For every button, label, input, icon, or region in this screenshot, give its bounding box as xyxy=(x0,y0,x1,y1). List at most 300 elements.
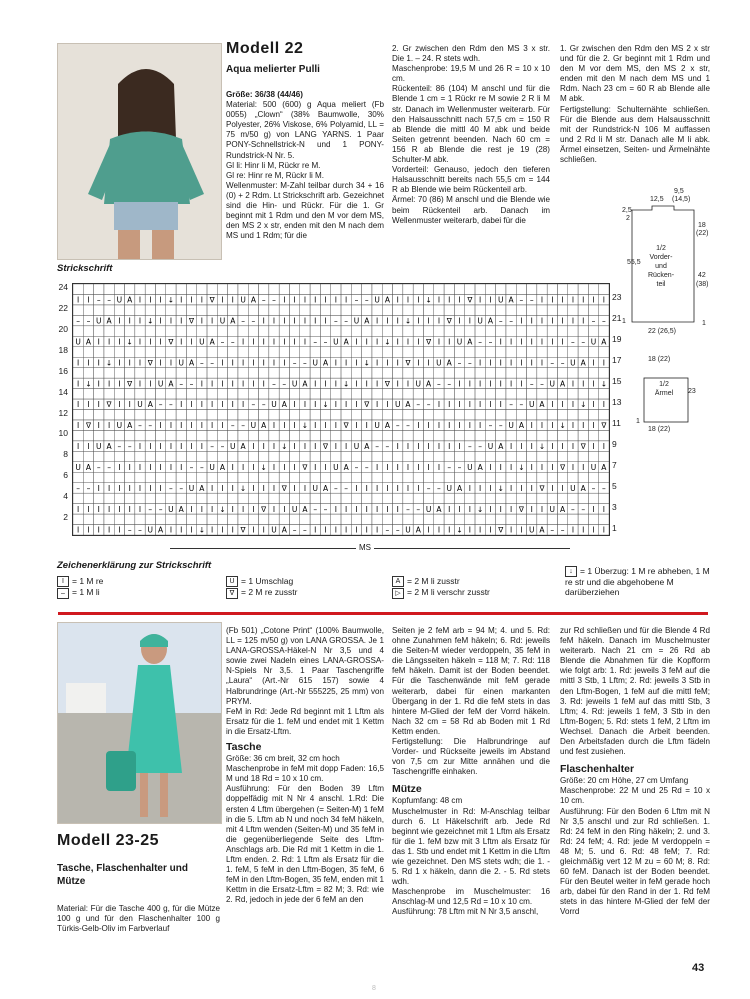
chart-cell xyxy=(259,368,269,378)
chart-cell xyxy=(207,389,217,399)
chart-symbol: ∇ xyxy=(405,358,411,368)
chart-cell xyxy=(362,347,372,357)
chart-cell xyxy=(506,347,516,357)
chart-cell xyxy=(444,430,454,440)
schem-top-left: 12,5 xyxy=(650,196,664,203)
chart-cell xyxy=(94,514,104,524)
chart-row-label-left: 2 xyxy=(63,512,68,523)
chart-cell xyxy=(599,368,609,378)
chart-symbol: I xyxy=(107,504,111,514)
model22-rueckenteil: Rückenteil: 86 (104) M anschl und für die Blende 1 cm = 1 Rückr re M sowie 2 R li M str. Danach im Wellenmuster weiterarb. Für den Halsausschnitt nach 57,5 cm = 150 R ab Blende die mittl 40 M abk und beide Seiten getrennt beenden. Nach 60 cm = 156 R ab Blende die rest je 19 (28) Schulter-M abk. xyxy=(392,84,550,165)
chart-symbol: I xyxy=(489,358,492,368)
chart-symbol: ∇ xyxy=(518,504,524,514)
chart-symbol: ∇ xyxy=(323,442,329,452)
chart-symbol: – xyxy=(127,442,132,452)
chart-cell xyxy=(331,347,341,357)
chart-cell xyxy=(135,451,145,461)
chart-cell xyxy=(516,514,526,524)
chart-cell xyxy=(125,347,135,357)
chart-cell xyxy=(176,305,186,315)
chart-cell xyxy=(599,326,609,336)
model22-title: Modell 22 xyxy=(226,40,304,57)
chart-cell xyxy=(578,410,588,420)
chart-cell xyxy=(454,305,464,315)
chart-symbol: I xyxy=(221,421,224,431)
chart-symbol: – xyxy=(241,316,245,326)
chart-symbol: – xyxy=(437,483,441,493)
chart-symbol: I xyxy=(77,504,80,514)
chart-symbol: ↓ xyxy=(281,442,288,452)
chart-cell xyxy=(444,284,454,294)
chart-symbol: – xyxy=(220,337,225,347)
chart-cell xyxy=(403,514,413,524)
chart-cell xyxy=(362,368,372,378)
legend-text-p2tog-tbl: = 2 M li verschr zusstr xyxy=(407,587,490,598)
chart-cell xyxy=(279,389,289,399)
chart-symbol: – xyxy=(169,483,173,493)
chart-symbol: I xyxy=(489,379,492,389)
chart-cell xyxy=(145,305,155,315)
chart-symbol: I xyxy=(375,316,379,326)
chart-cell xyxy=(485,326,495,336)
chart-symbol: I xyxy=(314,400,317,410)
chart-cell xyxy=(465,430,475,440)
chart-cell xyxy=(547,451,557,461)
chart-symbol: – xyxy=(457,358,462,368)
legend-col3 xyxy=(392,576,552,599)
chart-cell xyxy=(135,284,145,294)
chart-symbol: ↓ xyxy=(580,400,587,410)
chart-cell xyxy=(114,410,124,420)
chart-row-label-right: 11 xyxy=(612,417,621,428)
chart-cell xyxy=(228,326,238,336)
chart-symbol: I xyxy=(200,504,203,514)
chart-symbol: I xyxy=(345,442,348,452)
chart-cell xyxy=(434,430,444,440)
chart-symbol: I xyxy=(520,316,523,326)
chart-symbol: I xyxy=(190,421,193,431)
schem-height-right2: (38) xyxy=(696,281,709,288)
chart-symbol: A xyxy=(487,316,494,326)
chart-cell xyxy=(279,368,289,378)
chart-symbol: I xyxy=(169,358,173,368)
chart-cell xyxy=(197,305,207,315)
chart-cell xyxy=(454,514,464,524)
chart-symbol: I xyxy=(479,525,482,535)
chart-cell xyxy=(527,305,537,315)
chart-symbol: – xyxy=(478,442,483,452)
chart-symbol: – xyxy=(220,442,225,452)
chart-symbol: – xyxy=(138,525,142,535)
chart-cell xyxy=(599,347,609,357)
chart-cell xyxy=(228,284,238,294)
chart-cell xyxy=(331,389,341,399)
chart-cell xyxy=(279,514,289,524)
chart-symbol: I xyxy=(427,316,430,326)
chart-cell xyxy=(382,493,392,503)
chart-cell xyxy=(485,284,495,294)
chart-symbol: I xyxy=(386,462,389,472)
chart-cell xyxy=(186,451,196,461)
chart-symbol: I xyxy=(272,421,276,431)
chart-cell xyxy=(527,451,537,461)
chart-symbol: I xyxy=(200,316,203,326)
chart-cell xyxy=(537,472,547,482)
model22-col2-text1: 2. Gr zwischen den Rdm den MS 3 x str. Die 1. – 24. R stets wdh. xyxy=(392,44,550,64)
chart-symbol: I xyxy=(520,337,523,347)
model22-photo xyxy=(57,43,222,260)
chart-cell xyxy=(238,472,248,482)
chart-symbol: I xyxy=(252,525,255,535)
chart-cell xyxy=(351,493,361,503)
chart-cell xyxy=(475,472,485,482)
chart-symbol: I xyxy=(396,337,399,347)
chart-symbol: I xyxy=(128,316,131,326)
chart-cell xyxy=(341,451,351,461)
chart-symbol: I xyxy=(571,525,575,535)
chart-cell xyxy=(259,451,269,461)
chart-cell xyxy=(289,305,299,315)
chart-cell xyxy=(465,493,475,503)
chart-symbol: U xyxy=(374,421,380,431)
chart-symbol: – xyxy=(416,504,421,514)
chart-symbol: I xyxy=(468,504,471,514)
chart-row-label-right: 15 xyxy=(612,376,622,387)
chart-symbol: ↓ xyxy=(105,358,113,368)
chart-cell xyxy=(217,305,227,315)
chart-symbol: I xyxy=(582,379,585,389)
chart-cell xyxy=(94,284,104,294)
chart-symbol: – xyxy=(509,400,513,410)
chart-cell xyxy=(186,493,196,503)
chart-cell xyxy=(413,389,423,399)
chart-cell xyxy=(393,305,403,315)
chart-symbol: – xyxy=(292,358,297,368)
chart-cell xyxy=(166,326,176,336)
schem-top-mid2: (14,5) xyxy=(672,196,691,203)
chart-symbol: I xyxy=(87,442,90,452)
chart-symbol: I xyxy=(77,442,80,452)
chart-cell xyxy=(145,347,155,357)
chart-symbol: I xyxy=(303,316,307,326)
chart-cell xyxy=(578,305,588,315)
chart-cell xyxy=(599,410,609,420)
chart-cell xyxy=(434,451,444,461)
chart-cell xyxy=(382,347,392,357)
chart-cell xyxy=(83,451,93,461)
chart-symbol: I xyxy=(520,483,523,493)
chart-symbol: ∇ xyxy=(446,316,452,326)
chart-cell xyxy=(496,514,506,524)
chart-cell xyxy=(568,284,578,294)
chart-symbol: I xyxy=(499,504,502,514)
chart-symbol: I xyxy=(231,295,234,305)
chart-cell xyxy=(454,451,464,461)
chart-symbol: I xyxy=(149,442,152,452)
chart-cell xyxy=(568,430,578,440)
chart-cell xyxy=(547,347,557,357)
chart-symbol: I xyxy=(118,358,121,368)
chart-cell xyxy=(413,451,423,461)
chart-symbol: – xyxy=(591,316,596,326)
chart-cell xyxy=(248,410,258,420)
chart-symbol: I xyxy=(540,358,544,368)
chart-cell xyxy=(166,430,176,440)
chart-cell xyxy=(269,451,279,461)
chart-cell xyxy=(547,326,557,336)
chart-symbol: I xyxy=(77,379,80,389)
chart-cell xyxy=(269,493,279,503)
chart-symbol: I xyxy=(530,316,533,326)
chart-cell xyxy=(207,514,217,524)
chart-cell xyxy=(269,514,279,524)
chart-symbol: U xyxy=(487,442,494,452)
chart-cell xyxy=(125,472,135,482)
chart-cell xyxy=(588,305,598,315)
chart-cell xyxy=(434,305,444,315)
chart-cell xyxy=(506,389,516,399)
chart-cell xyxy=(94,451,104,461)
chart-cell xyxy=(114,430,124,440)
chart-cell xyxy=(465,368,475,378)
chart-symbol: – xyxy=(241,421,245,431)
chart-symbol: I xyxy=(87,525,90,535)
model2325-intro: (Fb 501) „Cotone Print“ (100% Baumwolle, LL = 125 m/50 g) von LANA GROSSA. Je 1 LANA-GROSSA-Häkel-N Nr 3,5 und 4 sowie zwei Nadeln eines LANA-GROSSA-N-Spiels Nr 3,5. 1 Paar Taschengriffe „Laura“ (Art.-Nr 615 157) sowie 4 Halbrundringe (Art.-Nr 555225, 25 mm) von PRYM. xyxy=(226,626,384,706)
chart-cell xyxy=(320,347,330,357)
chart-symbol: – xyxy=(251,316,256,326)
chart-cell xyxy=(310,326,320,336)
chart-cell xyxy=(145,410,155,420)
chart-symbol: I xyxy=(77,295,80,305)
chart-cell xyxy=(403,347,413,357)
chart-cell xyxy=(73,514,83,524)
chart-symbol: – xyxy=(86,316,91,326)
chart-cell xyxy=(568,326,578,336)
chart-symbol: I xyxy=(159,358,162,368)
chart-symbol: I xyxy=(231,358,234,368)
chart-cell xyxy=(94,493,104,503)
chart-cell xyxy=(300,451,310,461)
chart-cell xyxy=(300,472,310,482)
chart-cell xyxy=(331,326,341,336)
chart-cell xyxy=(454,410,464,420)
chart-symbol: U xyxy=(312,358,318,368)
chart-cell xyxy=(166,472,176,482)
chart-symbol: I xyxy=(345,400,348,410)
chart-symbol: – xyxy=(498,421,503,431)
chart-symbol: I xyxy=(602,295,605,305)
chart-cell xyxy=(94,430,104,440)
chart-cell xyxy=(83,493,93,503)
chart-cell xyxy=(454,493,464,503)
chart-cell xyxy=(537,305,547,315)
chart-cell xyxy=(104,451,114,461)
chart-cell xyxy=(155,410,165,420)
chart-cell xyxy=(465,326,475,336)
model22-col3-text1: 1. Gr zwischen den Rdm den MS 2 x str und für die 2. Gr beginnt mit 1 Rdm und den M vor dem MS, den MS 2 x str, enden mit den M nach dem MS und 1 Rdm. Nach 23 cm = 60 R ab Blende alle M abk. xyxy=(560,44,710,104)
chart-cell xyxy=(341,284,351,294)
chart-symbol: I xyxy=(272,337,276,347)
chart-symbol: U xyxy=(96,316,102,326)
chart-symbol: I xyxy=(448,400,451,410)
chart-cell xyxy=(166,514,176,524)
chart-row-label-left: 18 xyxy=(58,344,68,355)
chart-cell xyxy=(238,389,248,399)
chart-symbol: I xyxy=(561,295,564,305)
chart-symbol: I xyxy=(190,337,193,347)
chart-cell xyxy=(104,368,114,378)
schem-sleeve-height: 23 xyxy=(688,388,696,395)
chart-symbol: U xyxy=(291,504,298,514)
chart-cell xyxy=(444,305,454,315)
chart-cell xyxy=(599,451,609,461)
chart-cell xyxy=(568,472,578,482)
chart-symbol: – xyxy=(498,316,503,326)
legend-col4 xyxy=(565,566,715,597)
chart-cell xyxy=(444,326,454,336)
chart-cell xyxy=(176,430,186,440)
chart-cell xyxy=(578,389,588,399)
chart-row-label-left: 20 xyxy=(58,323,68,334)
chart-cell xyxy=(197,368,207,378)
chart-cell xyxy=(289,514,299,524)
chart-cell xyxy=(186,514,196,524)
chart-cell xyxy=(496,326,506,336)
chart-cell xyxy=(73,472,83,482)
chart-row-label-left: 24 xyxy=(58,282,68,292)
chart-row-label-right: 19 xyxy=(612,334,622,345)
chart-symbol: I xyxy=(396,316,399,326)
chart-symbol: ∇ xyxy=(168,337,174,347)
chart-cell xyxy=(207,326,217,336)
chart-symbol: I xyxy=(334,421,337,431)
chart-symbol: I xyxy=(128,483,131,493)
chart-symbol: A xyxy=(281,525,287,535)
chart-symbol: U xyxy=(549,379,556,389)
chart-symbol: I xyxy=(386,483,389,493)
chart-symbol: I xyxy=(231,462,234,472)
chart-cell xyxy=(516,410,526,420)
chart-symbol: I xyxy=(479,379,482,389)
chart-symbol: A xyxy=(188,358,195,368)
chart-cell xyxy=(279,493,289,503)
chart-symbol: U xyxy=(271,525,277,535)
chart-symbol: ∇ xyxy=(85,421,91,431)
chart-cell xyxy=(300,305,310,315)
chart-cell xyxy=(516,305,526,315)
chart-cell xyxy=(444,368,454,378)
chart-cell xyxy=(228,430,238,440)
model22-subtitle: Aqua melierter Pulli xyxy=(226,64,320,75)
chart-cell xyxy=(259,430,269,440)
chart-cell xyxy=(557,451,567,461)
chart-cell xyxy=(248,389,258,399)
chart-cell xyxy=(506,410,516,420)
chart-symbol: I xyxy=(448,295,451,305)
chart-symbol: U xyxy=(549,504,556,514)
chart-cell xyxy=(557,472,567,482)
chart-symbol: I xyxy=(231,504,234,514)
chart-cell xyxy=(135,368,145,378)
chart-symbol: – xyxy=(230,337,235,347)
chart-cell xyxy=(588,347,598,357)
chart-symbol: – xyxy=(447,462,452,472)
chart-symbol: I xyxy=(582,421,585,431)
chart-cell xyxy=(259,326,269,336)
chart-symbol: I xyxy=(479,358,482,368)
chart-cell xyxy=(413,284,423,294)
chart-cell xyxy=(207,368,217,378)
chart-cell xyxy=(248,305,258,315)
chart-cell xyxy=(403,326,413,336)
chart-symbol: U xyxy=(570,358,576,368)
chart-symbol: U xyxy=(436,358,442,368)
model2325-title: Modell 23-25 xyxy=(57,832,160,849)
chart-symbol: ↓ xyxy=(497,483,504,493)
chart-symbol: I xyxy=(509,504,513,514)
chart-symbol: U xyxy=(333,462,339,472)
chart-symbol: I xyxy=(97,400,100,410)
chart-symbol: – xyxy=(426,400,431,410)
chart-cell xyxy=(434,493,444,503)
chart-cell xyxy=(403,410,413,420)
chart-symbol: I xyxy=(427,462,430,472)
chart-cell xyxy=(454,472,464,482)
chart-symbol: A xyxy=(85,462,92,472)
chart-symbol: I xyxy=(499,462,502,472)
chart-symbol: A xyxy=(322,358,329,368)
chart-symbol: – xyxy=(230,421,235,431)
chart-cell xyxy=(444,451,454,461)
chart-cell xyxy=(155,347,165,357)
chart-cell xyxy=(568,410,578,420)
chart-cell xyxy=(351,514,361,524)
chart-symbol: I xyxy=(200,442,203,452)
schem-top-mid: 9,5 xyxy=(674,188,684,195)
chart-symbol: I xyxy=(97,379,100,389)
chart-cell xyxy=(166,284,176,294)
chart-row-label-right: 9 xyxy=(612,438,617,449)
chart-row-label-right: 1 xyxy=(612,522,617,533)
chart-symbol: – xyxy=(313,337,318,347)
chart-cell xyxy=(310,472,320,482)
chart-symbol: – xyxy=(395,421,400,431)
chart-cell xyxy=(269,305,279,315)
chart-cell xyxy=(516,326,526,336)
legend-text-skp: = 1 Überzug: 1 M re abheben, 1 M re str und die abgehobene M darüberziehen xyxy=(565,566,710,598)
flasche-ausf: Ausführung: Für den Boden 6 Lftm mit N Nr 3,5 anschl und zur Rd schließen. 1. Rd: 24 feM in den Ring häkeln; 2. und 3. Rd: 24 feM; 4. Rd: jede M verdoppeln = 48 M; 5. und 6. Rd: 48 feM; 7. Rd: gleichmäßig vert 12 M zu = 60 M; 8. Rd: 60 feM. Danach ist der Boden beendet. Für den Beutel weiter in feM gerade hoch arb, dabei für den Rand in der 1. Rd feM stets in das hintere M-Glied der feM der Vorrd xyxy=(560,806,710,917)
chart-cell xyxy=(269,472,279,482)
chart-symbol: I xyxy=(180,316,183,326)
chart-symbol: I xyxy=(241,400,245,410)
chart-symbol: I xyxy=(437,337,441,347)
chart-cell xyxy=(83,284,93,294)
chart-symbol: U xyxy=(477,316,483,326)
chart-cell xyxy=(568,493,578,503)
chart-cell xyxy=(475,305,485,315)
chart-cell xyxy=(578,430,588,440)
chart-cell xyxy=(516,368,526,378)
chart-cell xyxy=(73,305,83,315)
chart-symbol: I xyxy=(97,337,100,347)
chart-symbol: I xyxy=(159,483,162,493)
chart-symbol: I xyxy=(303,442,307,452)
chart-cell xyxy=(423,472,433,482)
chart-cell xyxy=(527,410,537,420)
chart-cell xyxy=(155,305,165,315)
chart-cell xyxy=(125,326,135,336)
chart-symbol: I xyxy=(479,483,482,493)
